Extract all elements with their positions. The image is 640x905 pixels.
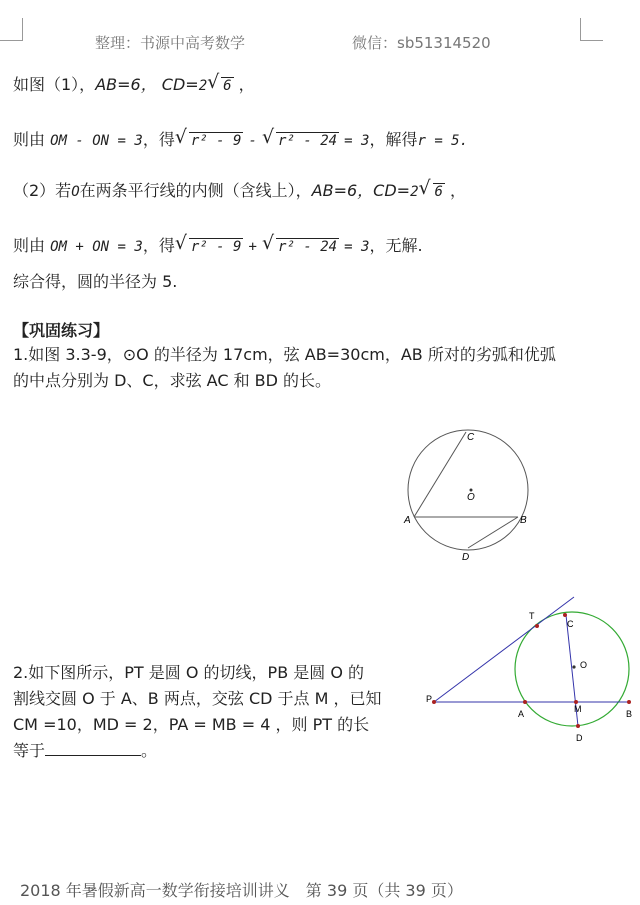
part1-sqrt: √ 6: [207, 71, 232, 94]
eq2-plus: +: [248, 239, 257, 255]
fig1-label-c: C: [467, 432, 475, 443]
part2-cd: CD=: [373, 181, 411, 200]
part2-tail: ，: [450, 181, 467, 200]
crop-mark-top-right: [580, 18, 603, 41]
eq2-prefix: 则由: [13, 236, 46, 255]
eq1-eq: = 3: [344, 133, 370, 149]
question-2-line-4: [13, 738, 157, 761]
eq2-sqrt-1: √ r² - 9: [174, 232, 242, 255]
fig2-label-d: D: [576, 733, 583, 743]
fig2-label-p: P: [426, 694, 433, 704]
fig2-label-t: T: [529, 611, 535, 621]
eq1-sqrt-1: √ r² - 9: [174, 126, 242, 149]
part1-cd: CD=: [161, 75, 199, 94]
fig2-label-a: A: [518, 709, 525, 719]
answer-blank[interactable]: [45, 741, 141, 756]
part2-cd-coef: 2: [410, 184, 419, 200]
crop-mark-top-left: [0, 18, 23, 41]
header-right: 微信：sb51314520: [352, 34, 491, 52]
question-1-line-2: 的中点分别为 D、C，求弦 AC 和 BD 的长。: [13, 371, 332, 390]
fig2-label-o: O: [580, 660, 588, 670]
part2-line: [13, 178, 466, 201]
part1-intro: 如图（1），: [13, 75, 96, 94]
question-2-line-3: CM =10，MD = 2，PA = MB = 4 ，则 PT 的长: [13, 715, 370, 734]
eq2-sqrt-2: √ r² - 24: [262, 232, 338, 255]
part1-tail: ，: [238, 75, 255, 94]
question-2-line-1: 2.如下图所示，PT 是圆 O 的切线，PB 是圆 O 的: [13, 663, 365, 682]
q2-line4-end: 。: [141, 741, 158, 760]
conclusion: 综合得，圆的半径为 5.: [13, 272, 178, 291]
eq1-prefix: 则由: [13, 130, 46, 149]
part2-o: O: [71, 184, 80, 200]
figure-circle-chords: [398, 420, 548, 570]
eq1-get: ，得: [142, 130, 175, 149]
eq1-expr: OM - ON = 3: [50, 133, 143, 149]
eq1-minus: -: [248, 133, 257, 149]
equation-1: [13, 127, 468, 150]
part1-line: [13, 72, 255, 95]
eq2-tail: ，无解.: [369, 236, 423, 255]
part2-sqrt: √ 6: [418, 177, 443, 200]
header-left: 整理：书源中高考数学: [95, 34, 246, 52]
fig2-label-c: C: [567, 619, 574, 629]
fig1-label-b: B: [520, 515, 527, 526]
eq2-get: ，得: [142, 236, 175, 255]
fig1-label-d: D: [462, 552, 470, 563]
q2-line4-text: 等于: [13, 741, 46, 760]
eq1-solve: ，解得: [369, 130, 418, 149]
eq1-result: r = 5.: [417, 133, 469, 149]
eq2-expr: OM + ON = 3: [50, 239, 143, 255]
fig2-label-b: B: [626, 709, 633, 719]
fig1-label-a: A: [404, 515, 411, 526]
part2-ab: AB=6，: [311, 181, 374, 200]
fig1-label-o: O: [467, 492, 475, 503]
part1-ab: AB=6，: [95, 75, 157, 94]
part2-text-b: 在两条平行线的内侧（含线上），: [79, 181, 312, 200]
fig2-label-m: M: [574, 704, 582, 714]
part2-text-a: （2）若: [13, 181, 72, 200]
part1-cd-coef: 2: [198, 78, 208, 94]
eq2-eq: = 3: [344, 239, 370, 255]
eq1-sqrt-2: √ r² - 24: [262, 126, 338, 149]
figure-tangent-secant: [424, 595, 638, 745]
question-2-line-2: 割线交圆 O 于 A、B 两点，交弦 CD 于点 M ，已知: [13, 689, 382, 708]
section-title: 【巩固练习】: [13, 321, 110, 340]
equation-2: [13, 233, 423, 256]
question-1-line-1: 1.如图 3.3-9，⊙O 的半径为 17cm，弦 AB=30cm，AB 所对的劣弧和优弧: [13, 345, 556, 364]
footer: 2018 年暑假新高一数学衔接培训讲义 第 39 页（共 39 页）: [20, 881, 463, 900]
